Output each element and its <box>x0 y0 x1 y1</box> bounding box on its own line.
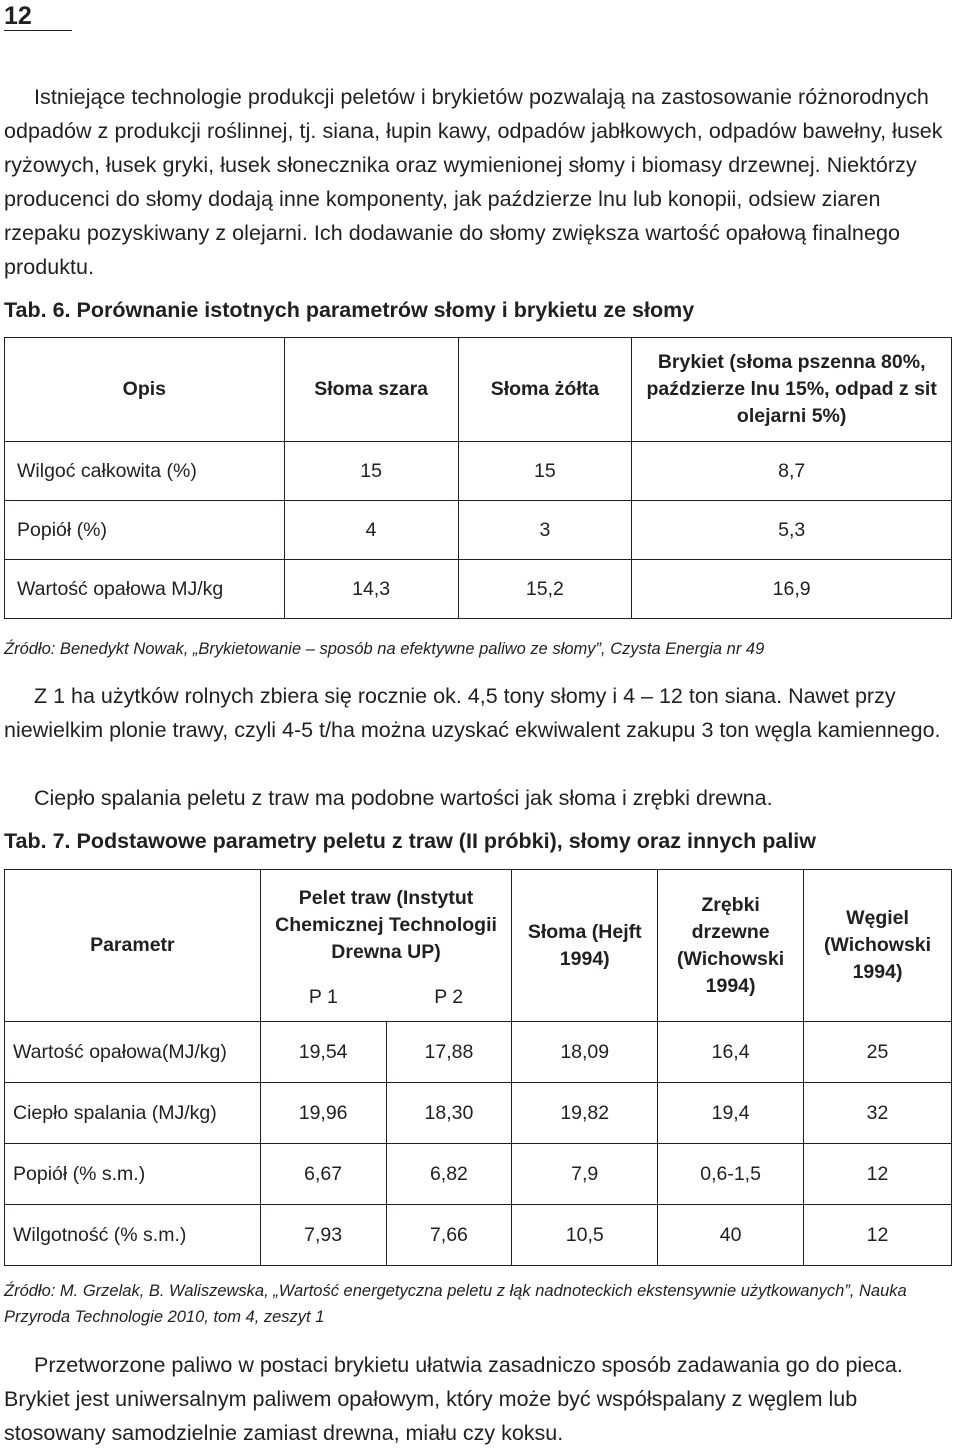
table7-header-wegiel: Węgiel (Wichowski 1994) <box>804 870 952 1022</box>
table-row <box>5 1205 952 1266</box>
paragraph-heat: Ciepło spalania peletu z traw ma podobne wartości jak słoma i zrębki drewna. <box>34 786 773 810</box>
table7 <box>4 869 952 1266</box>
table-row <box>5 1022 952 1083</box>
table6-cell: 15,2 <box>458 560 632 619</box>
table6-cell: Wilgoć całkowita (%) <box>5 442 285 501</box>
table7-cell: Popiół (% s.m.) <box>5 1144 261 1205</box>
table6-caption: Tab. 6. Porównanie istotnych parametrów słomy i brykietu ze słomy <box>4 298 695 322</box>
table7-cell: 32 <box>804 1083 952 1144</box>
table7-cell: Ciepło spalania (MJ/kg) <box>5 1083 261 1144</box>
table7-header-sloma: Słoma (Hejft 1994) <box>512 870 658 1022</box>
paragraph-yield: Z 1 ha użytków rolnych zbiera się rocznie ok. 4,5 tony słomy i 4 – 12 ton siana. Nawet przy niewielkim plonie trawy, czyli 4-5 t/ha można uzyskać ekwiwalent zakupu 3 ton węgla kamiennego. <box>4 684 941 742</box>
table7-cell: 6,67 <box>260 1144 386 1205</box>
table7-cell: 12 <box>804 1144 952 1205</box>
table6-source: Źródło: Benedykt Nowak, „Brykietowanie – sposób na efektywne paliwo ze słomy”, Czysta Energia nr 49 <box>4 640 765 658</box>
table7-cell: 18,30 <box>386 1083 512 1144</box>
table6-header-opis: Opis <box>5 338 285 442</box>
table6 <box>4 337 952 619</box>
table-row <box>5 1144 952 1205</box>
page-number-rule <box>4 30 72 31</box>
table7-header-parametr: Parametr <box>5 870 261 1022</box>
table-row <box>5 442 952 501</box>
table6-cell: Popiół (%) <box>5 501 285 560</box>
table7-cell: Wartość opałowa(MJ/kg) <box>5 1022 261 1083</box>
table7-cell: 17,88 <box>386 1022 512 1083</box>
table7-cell: 19,82 <box>512 1083 658 1144</box>
table7-cell: 16,4 <box>658 1022 804 1083</box>
paragraph-intro: Istniejące technologie produkcji peletów i brykietów pozwalają na zastosowanie różnorodnych odpadów z produkcji roślinnej, tj. siana, łupin kawy, odpadów jabłkowych, odpadów bawełny, łusek ryżowych, łusek gryki, łusek słonecznika oraz wymienionej słomy i biomasy drzewnej. Niektórzy producenci do słomy dodają inne komponenty, jak paździerze lnu lub konopii, odsiew ziaren rzepaku pozyskiwany z olejarni. Ich dodawanie do słomy zwiększa wartość opałową finalnego produktu. <box>4 85 943 279</box>
table6-cell: 5,3 <box>632 501 952 560</box>
table6-cell: 4 <box>284 501 458 560</box>
table7-cell: 7,66 <box>386 1205 512 1266</box>
table-row <box>5 1083 952 1144</box>
table7-header-zrebki: Zrębki drzewne (Wichowski 1994) <box>658 870 804 1022</box>
table6-cell: 3 <box>458 501 632 560</box>
table7-cell: 19,54 <box>260 1022 386 1083</box>
table6-header-sloma-szara: Słoma szara <box>284 338 458 442</box>
page-number: 12 <box>4 2 32 30</box>
table7-cell: Wilgotność (% s.m.) <box>5 1205 261 1266</box>
table7-cell: 25 <box>804 1022 952 1083</box>
table7-header-p2: P 2 <box>386 974 512 1022</box>
paragraph-briquette: Przetworzone paliwo w postaci brykietu ułatwia zasadniczo sposób zadawania go do pieca. Brykiet jest uniwersalnym paliwem opałowym, który może być współspalany z węglem lub stosowany samodzielnie zamiast drewna, miału czy koksu. <box>4 1353 903 1445</box>
table7-cell: 0,6-1,5 <box>658 1144 804 1205</box>
table7-cell: 19,4 <box>658 1083 804 1144</box>
table7-source: Źródło: M. Grzelak, B. Waliszewska, „Wartość energetyczna peletu z łąk nadnoteckich ekstensywnie użytkowanych”, Nauka Przyroda Technologie 2010, tom 4, zeszyt 1 <box>4 1282 907 1326</box>
table7-header-pelet: Pelet traw (Instytut Chemicznej Technologii Drewna UP) <box>260 870 512 974</box>
table7-cell: 7,9 <box>512 1144 658 1205</box>
table7-cell: 12 <box>804 1205 952 1266</box>
table-row <box>5 560 952 619</box>
table6-cell: 15 <box>458 442 632 501</box>
table-row <box>5 501 952 560</box>
table7-cell: 40 <box>658 1205 804 1266</box>
table6-cell: 15 <box>284 442 458 501</box>
table6-header-brykiet: Brykiet (słoma pszenna 80%, paździerze lnu 15%, odpad z sit olejarni 5%) <box>632 338 952 442</box>
table6-cell: 14,3 <box>284 560 458 619</box>
table7-cell: 18,09 <box>512 1022 658 1083</box>
table6-header-sloma-zolta: Słoma żółta <box>458 338 632 442</box>
table7-cell: 19,96 <box>260 1083 386 1144</box>
table7-caption: Tab. 7. Podstawowe parametry peletu z traw (II próbki), słomy oraz innych paliw <box>4 829 817 853</box>
table6-cell: 8,7 <box>632 442 952 501</box>
table7-header-p1: P 1 <box>260 974 386 1022</box>
table6-cell: Wartość opałowa MJ/kg <box>5 560 285 619</box>
table7-cell: 6,82 <box>386 1144 512 1205</box>
table7-cell: 10,5 <box>512 1205 658 1266</box>
table6-cell: 16,9 <box>632 560 952 619</box>
table7-cell: 7,93 <box>260 1205 386 1266</box>
